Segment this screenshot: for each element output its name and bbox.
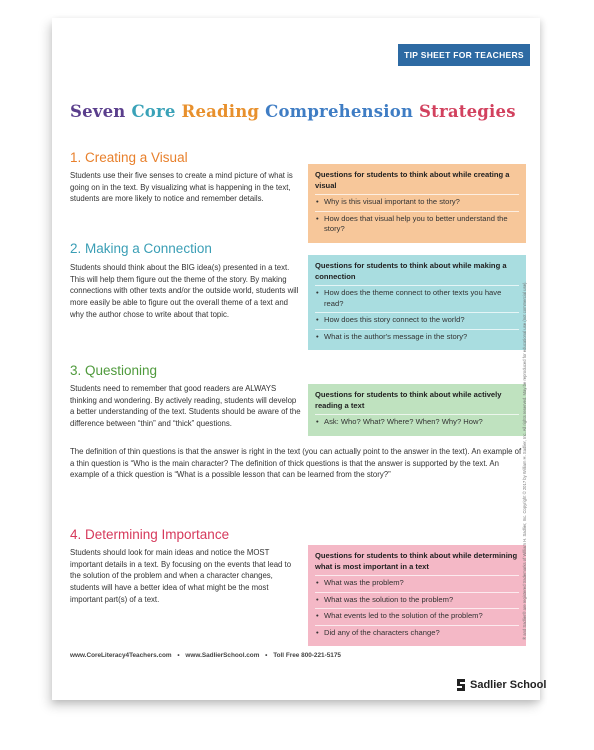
- bullet-icon: •: [316, 417, 319, 426]
- question-item: • What is the author's message in the story?: [315, 329, 519, 346]
- question-box-title: Questions for students to think about while actively reading a text: [315, 390, 502, 410]
- question-box-connection: [308, 255, 526, 350]
- section-heading-connection: 2. Making a Connection: [70, 241, 212, 256]
- tip-sheet-banner: TIP SHEET FOR TEACHERS: [398, 44, 530, 66]
- title-word-1: Seven: [70, 102, 132, 121]
- sadlier-s-icon: [456, 678, 466, 692]
- section-body-questioning-definitions: The definition of thin questions is that the answer is right in the text (you can actually point to the answer in the text). An example of a thin question is “Who is the main character? The definition of thick questions is that the answer is supported by the text. An example of a thick question is “What is a possible lesson that can be learned from the story?”: [70, 447, 522, 480]
- footer-link-coreliteracy[interactable]: www.CoreLiteracy4Teachers.com: [70, 652, 172, 659]
- question-list: [315, 575, 519, 641]
- question-list: [315, 194, 519, 238]
- bullet-icon: •: [316, 288, 319, 297]
- logo-text: Sadlier School: [470, 679, 547, 691]
- question-box-title: Questions for students to think about while determining what is most important in a text: [315, 551, 518, 571]
- bullet-icon: •: [316, 315, 319, 324]
- question-list: [315, 414, 519, 431]
- question-item: • What was the solution to the problem?: [315, 592, 519, 609]
- question-item: • Ask: Who? What? Where? When? Why? How?: [315, 414, 519, 431]
- question-box-title: Questions for students to think about while creating a visual: [315, 170, 510, 190]
- question-item: • How does the theme connect to other texts you have read?: [315, 285, 519, 312]
- title-word-4: Comprehension: [265, 102, 420, 121]
- question-box-questioning: [308, 384, 526, 436]
- question-item: • Why is this visual important to the story?: [315, 194, 519, 211]
- bullet-icon: •: [316, 594, 319, 604]
- question-item: • What events led to the solution of the problem?: [315, 608, 519, 625]
- footer-separator: •: [177, 652, 180, 659]
- footer-phone: Toll Free 800-221-5175: [273, 652, 341, 659]
- copyright-note: ® and Sadlier® are registered trademarks of William H. Sadlier, Inc. Copyright © 2017 by William H. Sadlier, Inc. All rights reserved. May be reproduced for educational use (not commercial use).: [522, 281, 527, 640]
- section-body-questioning: Students need to remember that good readers are ALWAYS thinking and wondering. By actively reading, students will develop a better understanding of the text. Students should be aware of the difference between “thin” and “thick” questions.: [70, 384, 301, 429]
- question-item: • What was the problem?: [315, 575, 519, 592]
- question-item: • Did any of the characters change?: [315, 625, 519, 642]
- section-body-importance: Students should look for main ideas and notice the MOST important details in a text. By focusing on the events that lead to the solution of the problem and when a character changes, students will have a better idea of what might be the most important part(s) of a text.: [70, 548, 292, 604]
- title-word-5: Strategies: [419, 102, 516, 121]
- bullet-icon: •: [316, 611, 319, 620]
- bullet-icon: •: [316, 331, 319, 341]
- question-box-visual: [308, 164, 526, 243]
- bullet-icon: •: [316, 627, 319, 637]
- section-heading-questioning: 3. Questioning: [70, 363, 158, 378]
- footer-link-sadlier[interactable]: www.SadlierSchool.com: [185, 652, 260, 659]
- footer-links: [70, 652, 345, 659]
- question-item: • How does this story connect to the world?: [315, 312, 519, 329]
- bullet-icon: •: [316, 578, 319, 587]
- question-box-title: Questions for students to think about while making a connection: [315, 261, 507, 281]
- title-word-3: Reading: [181, 102, 266, 121]
- question-item: • How does that visual help you to better understand the story?: [315, 211, 519, 238]
- question-box-importance: [308, 545, 526, 646]
- question-list: [315, 285, 519, 345]
- section-heading-visual: 1. Creating a Visual: [70, 150, 188, 165]
- sadlier-logo: [456, 678, 546, 692]
- bullet-icon: •: [316, 213, 319, 223]
- section-body-connection: Students should think about the BIG idea(s) presented in a text. This will help them figure out the theme of the story. By making connections with other texts and/or the outside world, students will more easily be able to figure out the overall theme of a text and why the author chose to write about that topic.: [70, 263, 299, 319]
- bullet-icon: •: [316, 197, 319, 206]
- title-word-2: Core: [131, 102, 182, 121]
- page-title: [70, 102, 516, 121]
- section-body-visual: Students use their five senses to create a mind picture of what is going on in the text. By visualizing what is happening in the text, students are more likely to notice and remember details.: [70, 171, 293, 204]
- section-heading-importance: 4. Determining Importance: [70, 527, 230, 542]
- footer-separator: •: [265, 652, 268, 659]
